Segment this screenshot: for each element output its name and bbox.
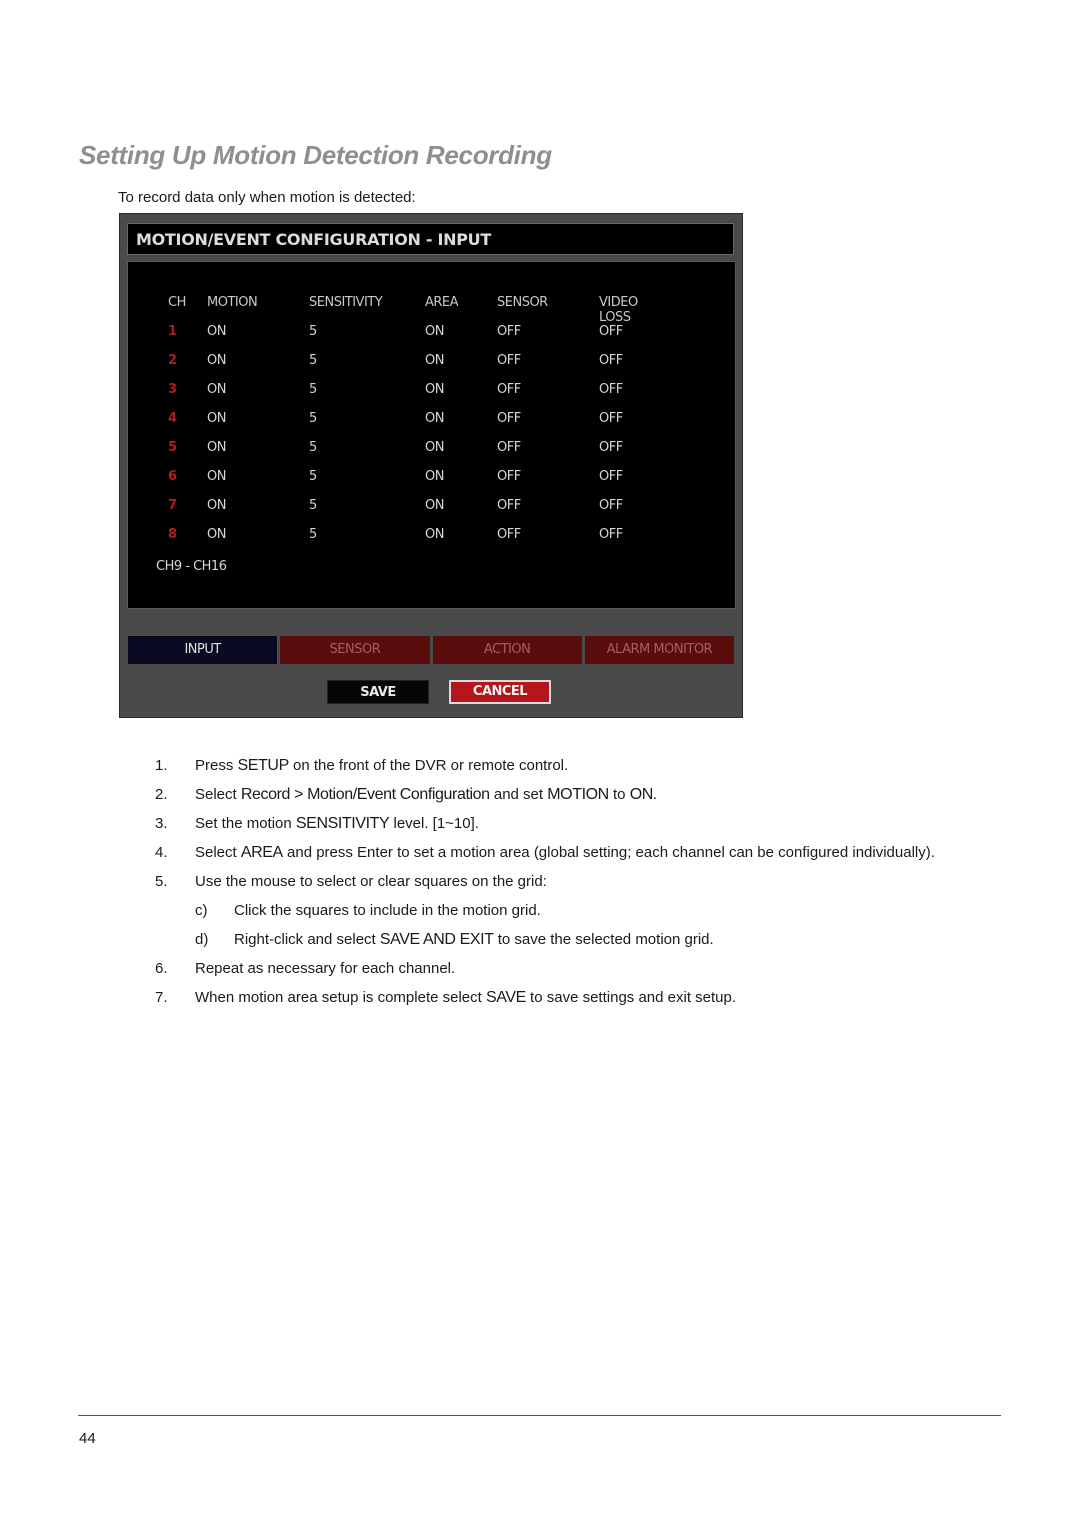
- column-header-motion: MOTION: [207, 295, 258, 310]
- instruction-steps: [0, 757, 1080, 1018]
- list-item: [0, 902, 1080, 931]
- step-text-segment: Right-click and select: [234, 931, 380, 948]
- area-value: ON: [425, 527, 444, 542]
- step-keyword: AREA: [240, 844, 283, 861]
- motion-value: ON: [207, 527, 226, 542]
- dvr-header: MOTION/EVENT CONFIGURATION - INPUT: [127, 223, 734, 255]
- list-item: [0, 844, 1080, 873]
- sensor-value: OFF: [497, 353, 521, 368]
- sensor-value: OFF: [497, 469, 521, 484]
- step-text-segment: to save settings and exit setup.: [525, 989, 737, 1006]
- step-keyword: MOTION: [547, 786, 609, 803]
- step-text: [234, 902, 541, 919]
- video-loss-value: OFF: [599, 498, 623, 513]
- column-header-area: AREA: [425, 295, 459, 310]
- step-number: 2.: [155, 786, 168, 803]
- motion-value: ON: [207, 440, 226, 455]
- sensitivity-value: 5: [309, 469, 317, 484]
- video-loss-value: OFF: [599, 527, 623, 542]
- sensitivity-value: 5: [309, 498, 317, 513]
- area-value: ON: [425, 382, 444, 397]
- list-item: [0, 931, 1080, 960]
- video-loss-value: OFF: [599, 382, 623, 397]
- more-channels-link[interactable]: CH9 - CH16: [156, 559, 227, 574]
- step-number: 3.: [155, 815, 168, 832]
- step-text-segment: .: [652, 786, 658, 803]
- motion-value: ON: [207, 353, 226, 368]
- sensitivity-value: 5: [309, 440, 317, 455]
- tab-sensor[interactable]: SENSOR: [280, 636, 429, 664]
- area-value: ON: [425, 353, 444, 368]
- step-text-segment: to save the selected motion grid.: [493, 931, 714, 948]
- sensitivity-value: 5: [309, 353, 317, 368]
- step-number: 5.: [155, 873, 168, 890]
- step-number: c): [195, 902, 208, 919]
- footer-divider: [78, 1415, 1001, 1416]
- channel-number: 2: [168, 353, 177, 368]
- step-text-segment: Press: [195, 757, 238, 774]
- video-loss-value: OFF: [599, 353, 623, 368]
- sensitivity-value: 5: [309, 382, 317, 397]
- step-keyword: ON: [629, 786, 653, 803]
- video-loss-value: OFF: [599, 411, 623, 426]
- motion-value: ON: [207, 382, 226, 397]
- cancel-button[interactable]: CANCEL: [449, 680, 551, 704]
- step-text-segment: level. [1~10].: [389, 815, 479, 832]
- step-text-segment: to: [608, 786, 630, 803]
- step-text-segment: Select: [195, 786, 241, 803]
- step-number: 4.: [155, 844, 168, 861]
- area-value: ON: [425, 469, 444, 484]
- dvr-tabs: [128, 636, 734, 664]
- channel-number: 1: [168, 324, 177, 339]
- list-item: [0, 786, 1080, 815]
- list-item: [0, 757, 1080, 786]
- motion-value: ON: [207, 411, 226, 426]
- step-keyword: Record > Motion/Event Configuration: [240, 786, 490, 803]
- step-text: [195, 960, 455, 977]
- channel-number: 6: [168, 469, 177, 484]
- list-item: [0, 960, 1080, 989]
- area-value: ON: [425, 324, 444, 339]
- tab-action[interactable]: ACTION: [433, 636, 582, 664]
- step-text-segment: Set the motion: [195, 815, 296, 832]
- motion-value: ON: [207, 324, 226, 339]
- step-keyword: SENSITIVITY: [295, 815, 390, 832]
- sensor-value: OFF: [497, 440, 521, 455]
- channel-number: 4: [168, 411, 177, 426]
- sensitivity-value: 5: [309, 411, 317, 426]
- step-text: [195, 757, 568, 775]
- sensor-value: OFF: [497, 411, 521, 426]
- step-keyword: SETUP: [237, 757, 289, 774]
- sensor-value: OFF: [497, 324, 521, 339]
- video-loss-value: OFF: [599, 324, 623, 339]
- step-text: [195, 989, 736, 1007]
- tab-alarm-monitor[interactable]: ALARM MONITOR: [585, 636, 734, 664]
- step-keyword: SAVE: [485, 989, 526, 1006]
- step-text-segment: and press Enter to set a motion area (global setting; each channel can be configured individually).: [282, 844, 935, 861]
- channel-number: 3: [168, 382, 177, 397]
- step-text: [195, 786, 657, 804]
- step-text-segment: Repeat as necessary for each channel.: [195, 960, 456, 977]
- sensitivity-value: 5: [309, 324, 317, 339]
- sensor-value: OFF: [497, 527, 521, 542]
- step-text-segment: on the front of the DVR or remote control.: [288, 757, 569, 774]
- tab-input[interactable]: INPUT: [128, 636, 277, 664]
- channel-number: 8: [168, 527, 177, 542]
- channel-number: 7: [168, 498, 177, 513]
- page-title: Setting Up Motion Detection Recording: [79, 140, 552, 170]
- column-header-sensor: SENSOR: [497, 295, 548, 310]
- area-value: ON: [425, 411, 444, 426]
- sensitivity-value: 5: [309, 527, 317, 542]
- step-number: 6.: [155, 960, 168, 977]
- step-keyword: SAVE AND EXIT: [379, 931, 494, 948]
- column-header-sensitivity: SENSITIVITY: [309, 295, 383, 310]
- step-text-segment: and set: [489, 786, 548, 803]
- step-number: d): [195, 931, 209, 948]
- column-header-ch: CH: [168, 295, 186, 310]
- page-number: 44: [79, 1430, 96, 1447]
- step-text: [195, 873, 547, 890]
- intro-text: To record data only when motion is detected:: [118, 189, 416, 206]
- channel-number: 5: [168, 440, 177, 455]
- step-text-segment: Click the squares to include in the motion grid.: [234, 902, 541, 919]
- step-text-segment: Select: [195, 844, 241, 861]
- step-text: [195, 844, 935, 862]
- video-loss-value: OFF: [599, 469, 623, 484]
- motion-value: ON: [207, 498, 226, 513]
- video-loss-value: OFF: [599, 440, 623, 455]
- dvr-screenshot: [119, 213, 743, 718]
- step-text-segment: Use the mouse to select or clear squares on the grid:: [195, 873, 547, 890]
- dvr-config-panel: [127, 261, 736, 609]
- step-text-segment: When motion area setup is complete select: [195, 989, 486, 1006]
- save-button[interactable]: SAVE: [327, 680, 429, 704]
- step-number: 1.: [155, 757, 168, 774]
- list-item: [0, 815, 1080, 844]
- area-value: ON: [425, 440, 444, 455]
- sensor-value: OFF: [497, 498, 521, 513]
- area-value: ON: [425, 498, 444, 513]
- column-header-video-loss: VIDEO LOSS: [599, 295, 638, 325]
- list-item: [0, 989, 1080, 1018]
- step-text: [195, 815, 479, 833]
- step-number: 7.: [155, 989, 168, 1006]
- list-item: [0, 873, 1080, 902]
- motion-value: ON: [207, 469, 226, 484]
- step-text: [234, 931, 714, 949]
- sensor-value: OFF: [497, 382, 521, 397]
